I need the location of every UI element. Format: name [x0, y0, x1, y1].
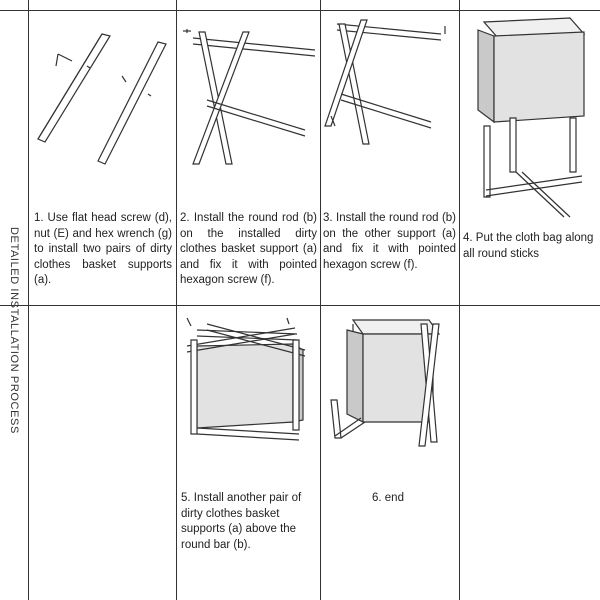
step-5-caption: 5. Install another pair of dirty clothes basket supports (a) above the round bar (b).	[181, 492, 302, 551]
step-3-illustration	[321, 14, 458, 204]
step-5-illustration	[177, 310, 319, 460]
side-title-text: DETAILED INSTALLATION PROCESS	[8, 226, 20, 434]
step-4-caption: 4. Put the cloth bag along all round sticks	[463, 232, 594, 260]
step-2-illustration	[177, 14, 319, 204]
step-3-caption: 3. Install the round rod (b) on the other support (a) and fix it with pointed hexagon screw (f).	[323, 212, 456, 271]
col-divider	[28, 0, 29, 600]
step-2-caption: 2. Install the round rod (b) on the installed dirty clothes basket support (a) and fix it with pointed hexagon screw (f).	[180, 212, 317, 286]
table-border-top	[0, 10, 600, 11]
step-6-illustration	[321, 310, 458, 460]
step-1-illustration	[30, 14, 174, 204]
side-title	[3, 60, 25, 600]
step-4-illustration	[460, 12, 600, 218]
step-1-caption: 1. Use flat head screw (d), nut (E) and hex wrench (g) to install two pairs of dirty clothes basket supports (a).	[34, 212, 172, 286]
step-6-caption: 6. end	[372, 492, 404, 504]
row-divider	[0, 305, 600, 306]
